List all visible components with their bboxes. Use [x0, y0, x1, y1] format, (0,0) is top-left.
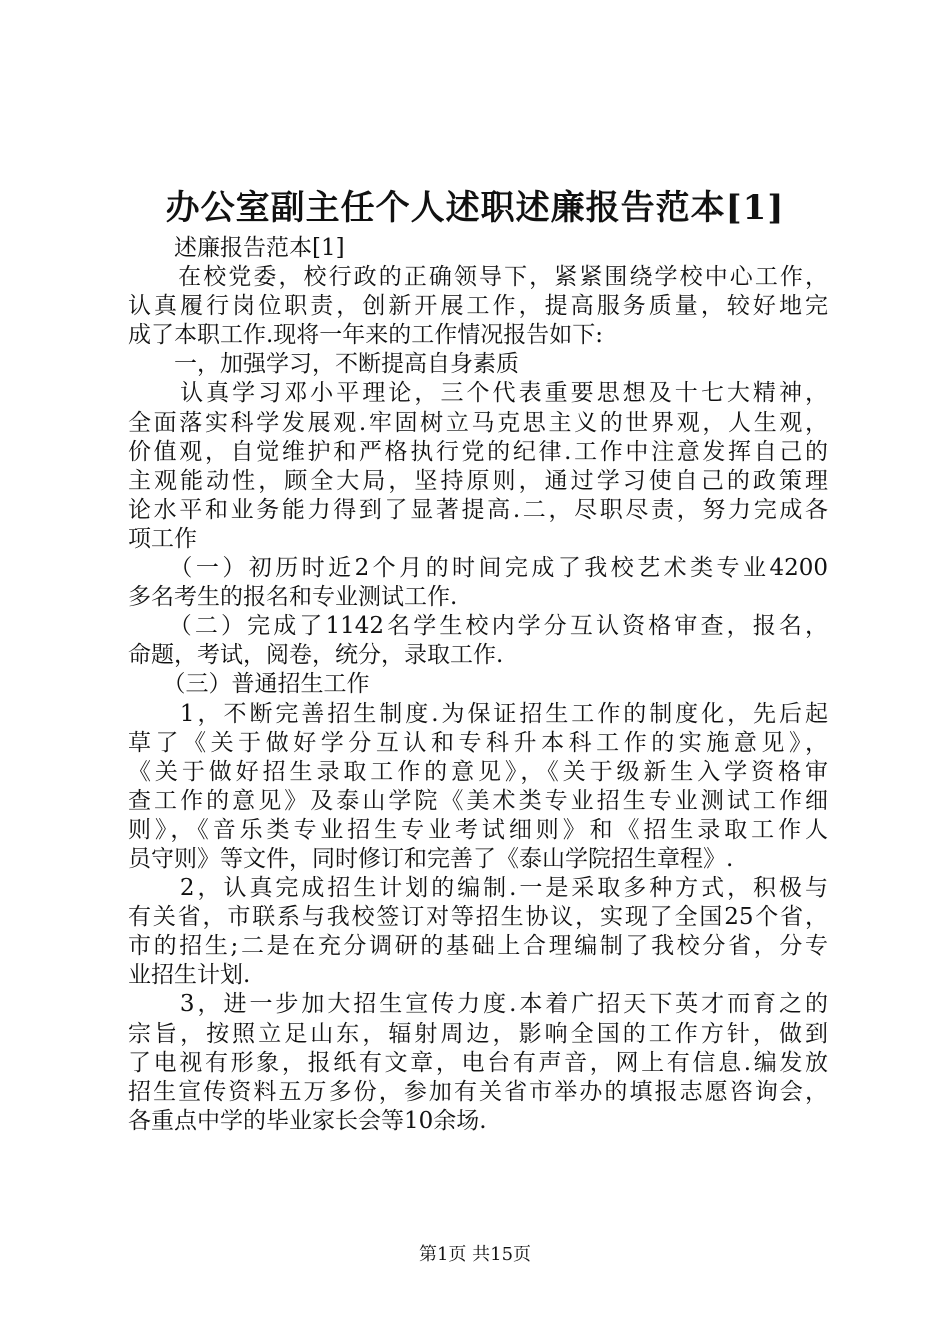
text-line: 《关于做好招生录取工作的意见》，《关于级新生入学资格审 — [128, 758, 828, 785]
text-line: 业招生计划. — [128, 962, 251, 989]
text-line: 价值观，自觉维护和严格执行党的纪律.工作中注意发挥自己的 — [128, 438, 828, 465]
text-line: 草了《关于做好学分互认和专科升本科工作的实施意见》， — [128, 729, 828, 756]
text-line: 认真履行岗位职责，创新开展工作，提高服务质量，较好地完 — [128, 293, 828, 320]
document-body — [128, 234, 828, 1136]
text-line: 主观能动性，顾全大局，坚持原则，通过学习使自己的政策理 — [128, 467, 828, 494]
text-line: 有关省，市联系与我校签订对等招生协议，实现了全国25个省， — [128, 904, 828, 931]
text-line: 市的招生;二是在充分调研的基础上合理编制了我校分省，分专 — [128, 933, 828, 960]
document-title: 办公室副主任个人述职述廉报告范本[1] — [165, 188, 785, 228]
text-line: 多名考生的报名和专业测试工作. — [128, 584, 458, 611]
text-line: 招生宣传资料五万多份，参加有关省市举办的填报志愿咨询会， — [128, 1078, 828, 1105]
text-line: 认真学习邓小平理论，三个代表重要思想及十七大精神， — [128, 380, 828, 407]
text-line: 查工作的意见》及泰山学院《美术类专业招生专业测试工作细 — [128, 787, 828, 814]
page-footer: 第1页 共15页 — [418, 1244, 532, 1265]
text-line: 一，加强学习，不断提高自身素质 — [128, 351, 519, 378]
text-line: 项工作 — [128, 525, 197, 552]
text-line: 成了本职工作.现将一年来的工作情况报告如下: — [128, 322, 604, 349]
text-line: 论水平和业务能力得到了显著提高.二，尽职尽责，努力完成各 — [128, 496, 828, 523]
text-line: （三）普通招生工作 — [128, 671, 370, 698]
text-line: 2，认真完成招生计划的编制.一是采取多种方式，积极与 — [128, 875, 828, 902]
text-line: （二）完成了1142名学生校内学分互认资格审查，报名， — [128, 613, 828, 640]
text-line: 3，进一步加大招生宣传力度.本着广招天下英才而育之的 — [128, 991, 828, 1018]
text-line: 员守则》等文件，同时修订和完善了《泰山学院招生章程》. — [128, 845, 734, 872]
text-line: 宗旨，按照立足山东，辐射周边，影响全国的工作方针，做到 — [128, 1020, 828, 1047]
text-line: 了电视有形象，报纸有文章，电台有声音，网上有信息.编发放 — [128, 1049, 828, 1076]
text-line: 在校党委，校行政的正确领导下，紧紧围绕学校中心工作， — [128, 264, 828, 291]
text-line: 1，不断完善招生制度.为保证招生工作的制度化，先后起 — [128, 700, 828, 727]
text-line: （一）初历时近2个月的时间完成了我校艺术类专业4200 — [128, 555, 828, 582]
text-line: 全面落实科学发展观.牢固树立马克思主义的世界观，人生观， — [128, 409, 828, 436]
text-line: 则》，《音乐类专业招生专业考试细则》和《招生录取工作人 — [128, 816, 828, 843]
text-line: 命题，考试，阅卷，统分，录取工作. — [128, 642, 504, 669]
text-line: 述廉报告范本[1] — [128, 235, 345, 261]
text-line: 各重点中学的毕业家长会等10余场. — [128, 1107, 487, 1134]
